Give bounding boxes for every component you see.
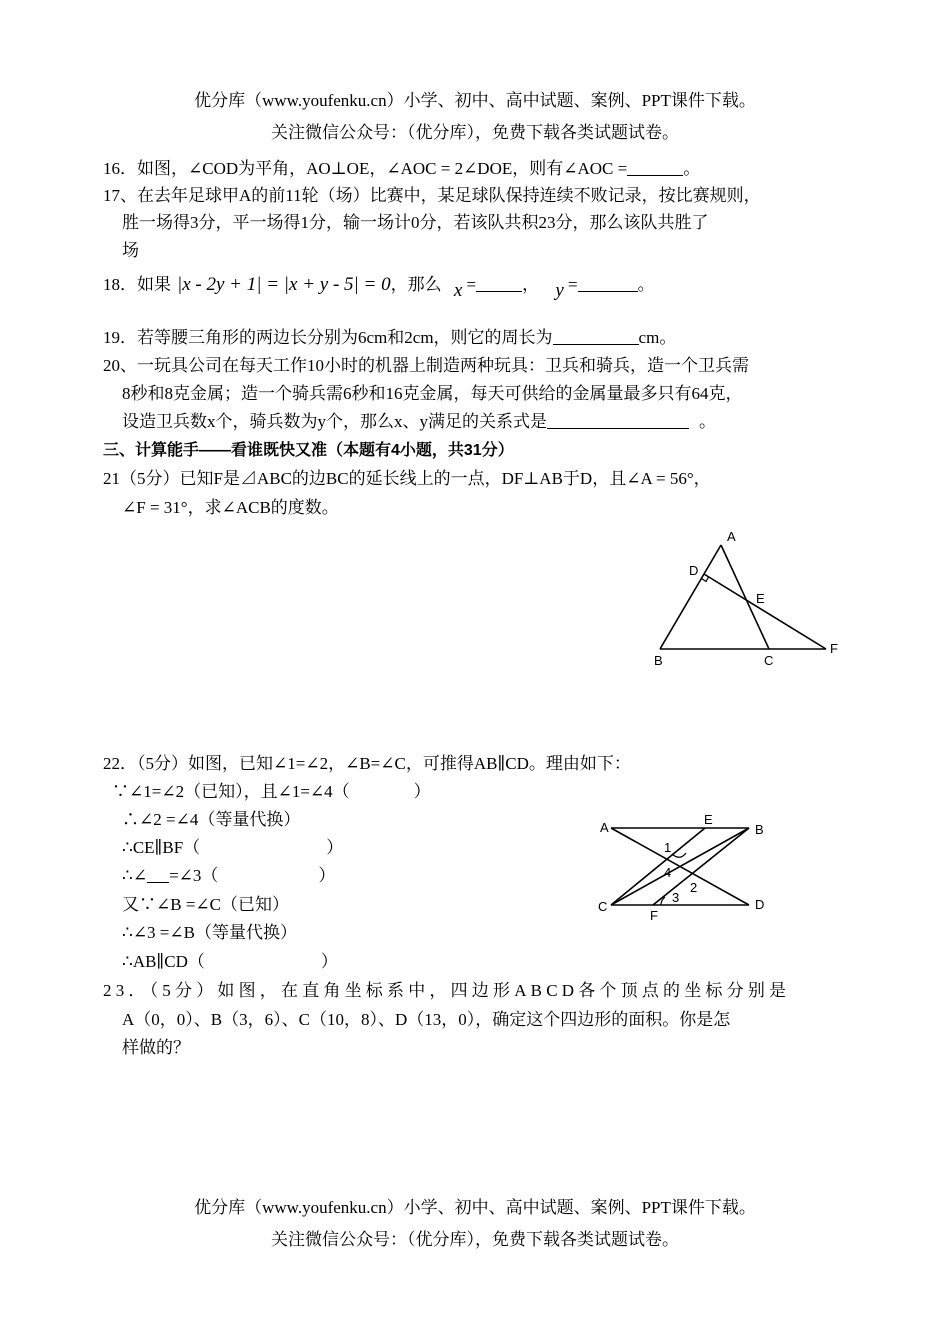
q22-label-f: F [650,908,658,923]
q16-text: 16．如图，∠COD为平角，AO⊥OE，∠AOC = 2∠DOE，则有∠AOC = [103,159,628,178]
q22-l5-end: ） [318,866,336,885]
header-line-1: 优分库（www.youfenku.cn）小学、初中、高中试题、案例、PPT课件下载。 [194,91,756,110]
q22-label-2: 2 [690,880,698,895]
q22-label-d: D [755,897,765,912]
question-22-line-6: 又∵∠B =∠C（已知） [122,895,290,914]
q16-end: 。 [683,159,701,178]
q18-x-blank[interactable] [476,275,522,292]
q22-l4-text: ∴CE∥BF（ [122,838,201,857]
question-23-line-3: 样做的？ [122,1038,190,1057]
q18-prefix: 18．如果 [103,275,171,294]
question-17-line-1: 17、在去年足球甲A的前11轮（场）比赛中，某足球队保持连续不败记录，按比赛规则， [103,186,761,205]
q16-answer-blank[interactable] [627,159,683,176]
q18-y-blank[interactable] [578,275,638,292]
question-20-line-1: 20、一玩具公司在每天工作10小时的机器上制造两种玩具：卫兵和骑兵，造一个卫兵需 [103,356,749,375]
question-18 [103,272,655,301]
q22-l2-end: ） [413,782,431,801]
q22-label-3: 3 [672,890,680,905]
q21-label-d: D [689,563,699,578]
question-22-line-3: ∴∠2 =∠4（等量代换） [122,810,301,829]
footer-line-2: 关注微信公众号：（优分库），免费下载各类试题试卷。 [271,1230,679,1249]
q21-label-b: B [654,653,663,668]
q22-l8-text: ∴AB∥CD（ [122,952,205,971]
q22-reason-blank-2[interactable] [200,839,326,855]
q22-label-c: C [598,899,608,914]
question-19 [103,327,676,349]
question-22-line-8 [122,951,338,973]
question-21-line-1: 21（5分）已知F是⊿ABC的边BC的延长线上的一点，DF⊥AB于D，且∠A = 56°， [103,469,711,488]
question-20-line-3 [122,411,716,433]
q19-unit: cm。 [638,328,677,347]
question-22-line-4 [122,837,343,859]
q18-sep: ， [522,275,540,294]
q22-reason-blank-3[interactable] [218,867,318,883]
q22-reason-blank-4[interactable] [205,953,321,969]
question-22-line-1: 22．（5分）如图，已知∠1=∠2，∠B=∠C，可推得AB∥CD。理由如下： [103,754,631,773]
q18-y-var: y [555,280,564,301]
q21-line-ab [660,545,721,649]
q22-parallel-figure [592,810,782,925]
q18-y-eq: = [563,275,578,294]
q22-l5b: =∠3（ [169,866,219,885]
question-21-line-2: ∠F = 31°，求∠ACB的度数。 [122,498,339,517]
q22-l8-end: ） [320,952,338,971]
question-22-line-7: ∴∠3 =∠B（等量代换） [122,923,297,942]
q21-label-c: C [764,653,774,668]
question-17-line-2: 胜一场得3分，平一场得1分，输一场计0分，若该队共积23分，那么该队共胜了 [122,213,709,232]
q20-answer-blank[interactable] [547,412,689,429]
header-line-2: 关注微信公众号：（优分库），免费下载各类试题试卷。 [271,123,679,142]
q19-text: 19．若等腰三角形的两边长分别为6cm和2cm，则它的周长为 [103,328,553,347]
q18-end: 。 [637,275,655,294]
q22-label-1: 1 [664,840,672,855]
question-20-line-2: 8秒和8克金属；造一个骑兵需6秒和16克金属，每天可供给的金属量最多只有64克， [122,384,743,403]
question-16 [103,158,700,180]
q22-label-e: E [704,812,713,827]
q21-label-f: F [830,641,838,656]
q20-end: 。 [699,412,716,431]
question-22-line-2 [112,781,431,803]
q18-x-var: x [453,280,463,301]
question-22-line-5 [122,865,335,887]
footer-line-1: 优分库（www.youfenku.cn）小学、初中、高中试题、案例、PPT课件下载。 [194,1198,756,1217]
q21-label-e: E [756,591,765,606]
q22-label-b: B [755,822,764,837]
q20-line-3-text: 设造卫兵数x个，骑兵数为y个，那么x、y满足的关系式是 [122,412,547,431]
section-3-title: 三、计算能手——看谁既快又准（本题有4小题，共31分） [103,442,514,459]
q22-reason-blank-1[interactable] [350,783,414,799]
q22-l5a: ∴∠ [122,866,148,885]
q21-triangle-figure [640,525,860,675]
q22-label-a: A [600,820,609,835]
q18-mid: ，那么 [390,275,442,294]
q18-x-eq: = [462,275,477,294]
q21-line-df [704,574,826,649]
q22-angle-blank[interactable] [147,866,169,883]
q22-l4-end: ） [326,838,344,857]
q18-equation: |x - 2y + 1| = |x + y - 5| = 0 [177,274,391,295]
q22-l2-text: ∵∠1=∠2（已知），且∠1=∠4（ [112,782,350,801]
q19-answer-blank[interactable] [553,328,639,345]
q22-label-4: 4 [664,865,672,880]
question-17-line-3: 场 [122,241,139,260]
question-23-line-2: A（0，0）、B（3，6）、C（10，8）、D（13，0），确定这个四边形的面积。你是怎 [122,1010,731,1029]
question-23-line-1: 23．（5分）如图，在直角坐标系中，四边形ABCD各个顶点的坐标分别是 [103,981,791,1000]
q21-label-a: A [727,529,736,544]
